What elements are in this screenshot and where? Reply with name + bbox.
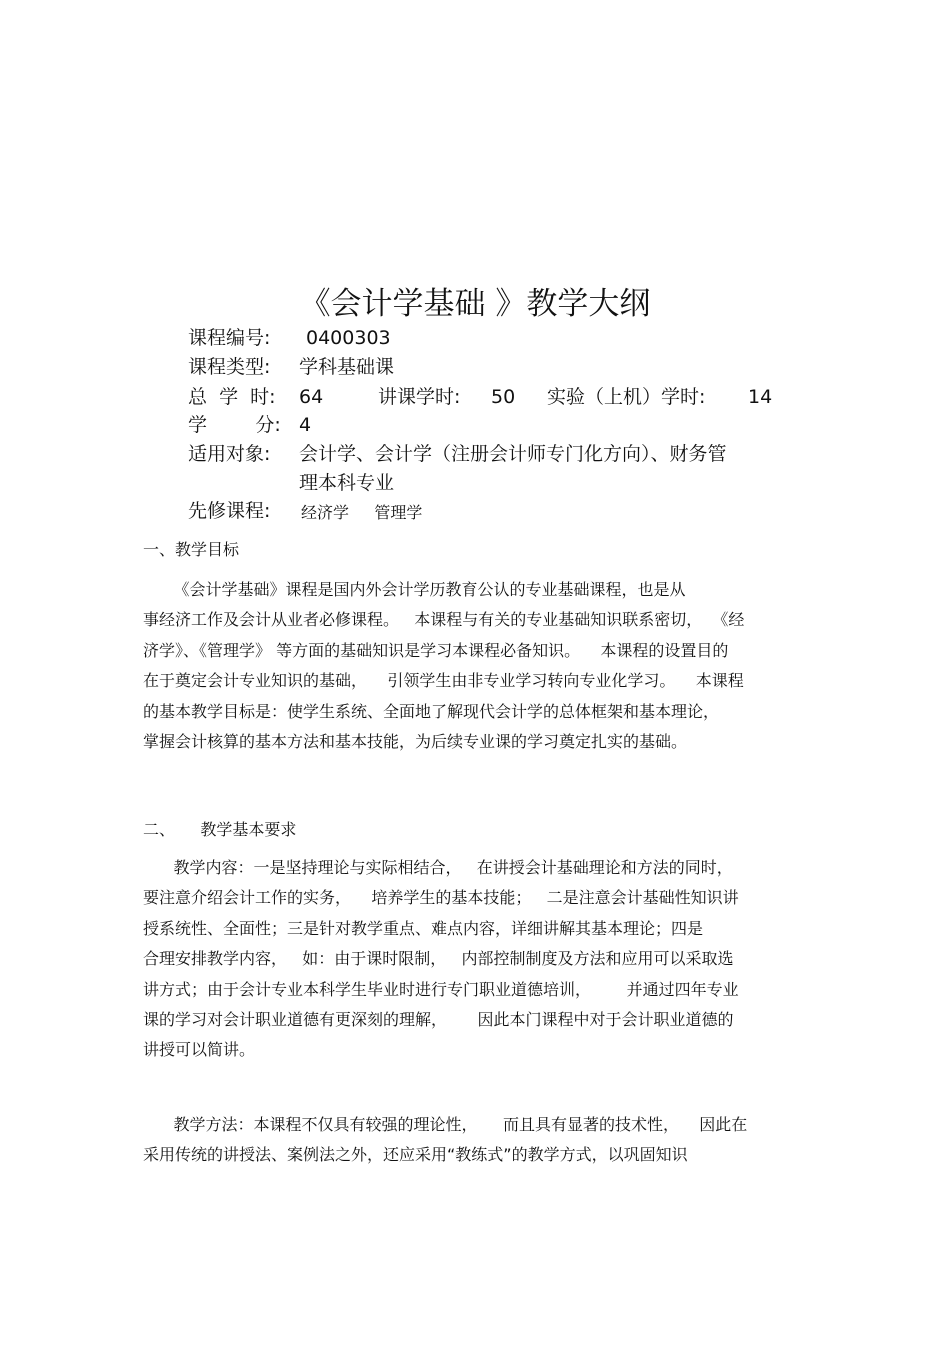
section1-paragraph [143,575,808,757]
section2-method-paragraph [143,1110,808,1171]
course-type-label: 课程类型: [188,356,271,378]
paragraph-line: 《会计学基础》课程是国内外会计学历教育公认的专业基础课程，也是从 [143,580,686,599]
paragraph-line: 采用传统的讲授法、案例法之外，还应采用“教练式”的教学方式，以巩固知识 [143,1145,688,1165]
audience-value-line2: 理本科专业 [299,472,395,494]
paragraph-line: 授系统性、全面性；三是针对教学重点、难点内容，详细讲解其基本理论；四是 [143,918,704,938]
section2-heading: 二、 教学基本要求 [143,820,297,839]
total-hours-value: 64 [299,386,324,408]
total-hours-label: 总 学 时: [188,386,276,408]
paragraph-line: 在于奠定会计专业知识的基础， 引领学生由非专业学习转向专业化学习。 本课程 [143,671,744,691]
prereq-label: 先修课程: [188,500,271,522]
paragraph-line: 掌握会计核算的基本方法和基本技能，为后续专业课的学习奠定扎实的基础。 [143,731,688,751]
credits-value: 4 [299,414,312,436]
paragraph-line: 济学》、《管理学》 等方面的基础知识是学习本课程必备知识。 本课程的设置目的 [143,640,729,660]
paragraph-line: 讲授可以简讲。 [143,1040,256,1060]
course-type-value: 学科基础课 [299,356,395,378]
section2-content-paragraph [143,853,808,1066]
lecture-hours-value: 50 [491,386,516,408]
paragraph-line: 教学方法：本课程不仅具有较强的理论性， 而且具有显著的技术性， 因此在 [143,1115,748,1134]
course-info-block [0,0,950,540]
credits-label: 学 分: [188,414,281,436]
paragraph-line: 事经济工作及会计从业者必修课程。 本课程与有关的专业基础知识联系密切， 《经 [143,610,745,630]
lab-hours-label: 实验（上机）学时: [547,386,706,408]
paragraph-line: 讲方式；由于会计专业本科学生毕业时进行专门职业道德培训， 并通过四年专业 [143,979,739,999]
lecture-hours-label: 讲课学时: [378,386,461,408]
audience-value-line1: 会计学、会计学（注册会计师专门化方向）、财务管 [299,443,727,465]
document-title: 《会计学基础 》教学大纲 [299,286,651,322]
audience-label: 适用对象: [188,443,271,465]
lab-hours-value: 14 [748,386,773,408]
course-code-label: 课程编号: [188,327,271,349]
section1-heading: 一、教学目标 [143,540,240,559]
course-code-value: 0400303 [306,327,391,349]
paragraph-line: 合理安排教学内容， 如：由于课时限制， 内部控制制度及方法和应用可以采取选 [143,949,734,969]
prereq-value: 经济学 管理学 [301,503,423,522]
paragraph-line: 教学内容：一是坚持理论与实际相结合， 在讲授会计基础理论和方法的同时， [143,858,733,877]
paragraph-line: 要注意介绍会计工作的实务， 培养学生的基本技能； 二是注意会计基础性知识讲 [143,888,739,908]
paragraph-line: 课的学习对会计职业道德有更深刻的理解， 因此本门课程中对于会计职业道德的 [143,1009,734,1029]
paragraph-line: 的基本教学目标是：使学生系统、全面地了解现代会计学的总体框架和基本理论， [143,701,720,721]
